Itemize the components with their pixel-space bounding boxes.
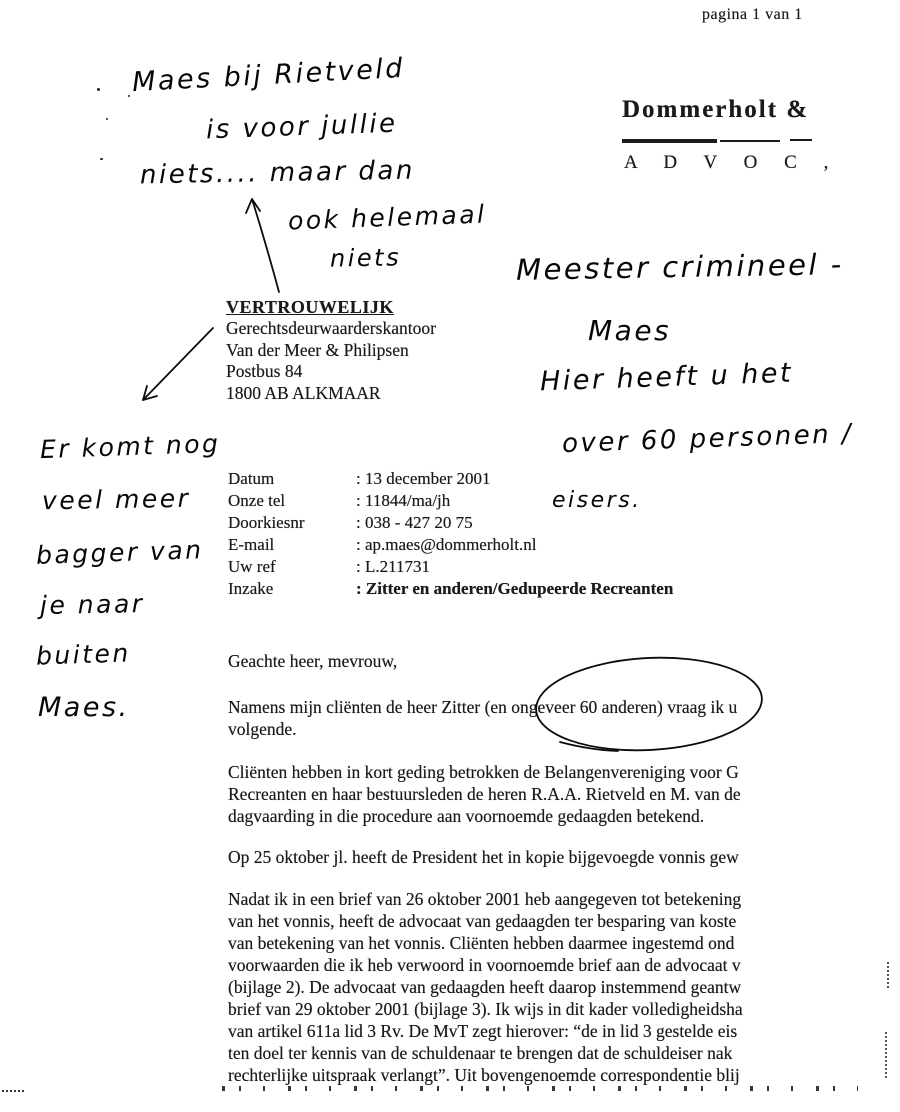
- handwritten-left-note-line: je naar: [39, 589, 145, 620]
- reference-value: : Zitter en anderen/Gedupeerde Recreanten: [356, 579, 674, 598]
- reference-label: E-mail: [228, 535, 275, 554]
- handwritten-right-note-line: over 60 personen /: [561, 418, 854, 460]
- body-paragraph: [228, 761, 900, 827]
- arrow-up-icon: [252, 199, 279, 292]
- recipient-address-line: Postbus 84: [226, 361, 303, 381]
- reference-row: [228, 578, 673, 600]
- reference-row: [228, 468, 673, 490]
- handwritten-top-note-line: ook helemaal: [287, 199, 487, 236]
- reference-row: [228, 512, 673, 534]
- reference-label: Uw ref: [228, 557, 276, 576]
- page-indicator: pagina 1 van 1: [702, 6, 803, 23]
- body-line: voorwaarden die ik heb verwoord in voornoemde brief aan de advocaat v: [228, 955, 741, 975]
- reference-value: : 13 december 2001: [356, 469, 491, 488]
- handwritten-right-note-line: Meester crimineel -: [515, 247, 844, 287]
- recipient-address-line: 1800 AB ALKMAAR: [226, 382, 381, 403]
- handwritten-left-note-line: buiten: [35, 638, 132, 671]
- scan-speckle: [128, 95, 130, 97]
- body-line: Op 25 oktober jl. heeft de President het in kopie bijgevoegde vonnis gew: [228, 847, 739, 867]
- recipient-address-line: Van der Meer & Philipsen: [226, 339, 409, 360]
- arrow-up-head-icon: [246, 199, 260, 213]
- scan-speckle: [100, 158, 103, 160]
- letterhead-firm-name: Dommerholt &: [622, 96, 810, 123]
- body-line: Nadat ik in een brief van 26 oktober 2001 heb aangegeven tot betekening: [228, 889, 742, 909]
- handwritten-left-note-line: Er komt nog: [39, 428, 221, 465]
- reference-value: : ap.maes@dommerholt.nl: [356, 535, 537, 554]
- reference-label: Doorkiesnr: [228, 513, 305, 532]
- recipient-address-line: Gerechtsdeurwaarderskantoor: [226, 318, 436, 338]
- handwritten-left-note-line: Maes.: [38, 692, 130, 723]
- arrow-down-left-icon: [143, 328, 213, 400]
- reference-block: [228, 468, 673, 600]
- reference-label: Datum: [228, 469, 275, 488]
- body-line: (bijlage 2). De advocaat van gedaagden heeft daarop instemmend geantw: [228, 977, 742, 997]
- reference-row: [228, 490, 673, 512]
- reference-row: [228, 534, 673, 556]
- body-line: Namens mijn cliënten de heer Zitter (en ongeveer 60 anderen) vraag ik u: [228, 697, 738, 717]
- scan-dots-right: [885, 1032, 887, 1078]
- body-line: dagvaarding in die procedure aan voornoemde gedaagden betekend.: [228, 806, 705, 826]
- reference-value: : 038 - 427 20 75: [356, 513, 473, 532]
- handwritten-top-note-line: niets: [329, 243, 402, 273]
- reference-value: : L.211731: [356, 557, 430, 576]
- body-line: volgende.: [228, 719, 297, 739]
- body-line: van betekening van het vonnis. Cliënten hebben daarmee ingestemd ond: [228, 933, 735, 953]
- handwritten-right-note-line: Maes: [588, 314, 672, 347]
- scan-dots-right: [887, 962, 889, 988]
- handwritten-top-note-line: niets.... maar dan: [139, 155, 416, 191]
- body-line: van artikel 611a lid 3 Rv. De MvT zegt hierover: “de in lid 3 gestelde eis: [228, 1021, 738, 1041]
- scan-speckle: [97, 88, 100, 91]
- arrow-down-left-head-icon: [143, 386, 157, 400]
- clipped-line-fragments: [222, 1086, 858, 1091]
- reference-label: Onze tel: [228, 491, 286, 510]
- handwritten-left-note-line: veel meer: [41, 483, 191, 516]
- recipient-block: [226, 297, 436, 404]
- body-line: Cliënten hebben in kort geding betrokken de Belangenvereniging voor G: [228, 762, 739, 782]
- handwritten-right-note-line: eisers.: [552, 488, 642, 513]
- scan-speckle: [106, 118, 108, 120]
- handwritten-left-note-line: bagger van: [35, 535, 204, 570]
- handwritten-top-note-line: is voor jullie: [205, 108, 399, 146]
- body-line: rechterlijke uitspraak verlangt”. Uit bovengenoemde correspondentie blij: [228, 1065, 740, 1085]
- reference-label: Inzake: [228, 579, 274, 598]
- handwritten-right-note-line: Hier heeft u het: [539, 357, 794, 398]
- body-line: brief van 29 oktober 2001 (bijlage 3). Ik wijs in dit kader volledigheidsha: [228, 999, 743, 1019]
- letterhead-rule: [622, 139, 812, 145]
- body-paragraph: [228, 846, 900, 868]
- body-line: ten doel ter kennis van de schuldenaar te brengen dat de schuldeiser nak: [228, 1043, 733, 1063]
- confidential-label: VERTROUWELIJK: [226, 297, 394, 317]
- handwritten-top-note-line: Maes bij Rietveld: [131, 52, 406, 99]
- body-line: Recreanten en haar bestuursleden de heren R.A.A. Rietveld en M. van de: [228, 784, 741, 804]
- body-line: van het vonnis, heeft de advocaat van gedaagden ter besparing van koste: [228, 911, 737, 931]
- salutation: Geachte heer, mevrouw,: [228, 651, 398, 671]
- body-paragraph: [228, 888, 900, 1086]
- body-paragraph: [228, 696, 900, 740]
- letter-body: [228, 650, 900, 1086]
- scan-dots-bottom-left: [2, 1090, 24, 1092]
- reference-value: : 11844/ma/jh: [356, 491, 451, 510]
- reference-row: [228, 556, 673, 578]
- letterhead-subtitle: A D V O C ,: [624, 152, 840, 173]
